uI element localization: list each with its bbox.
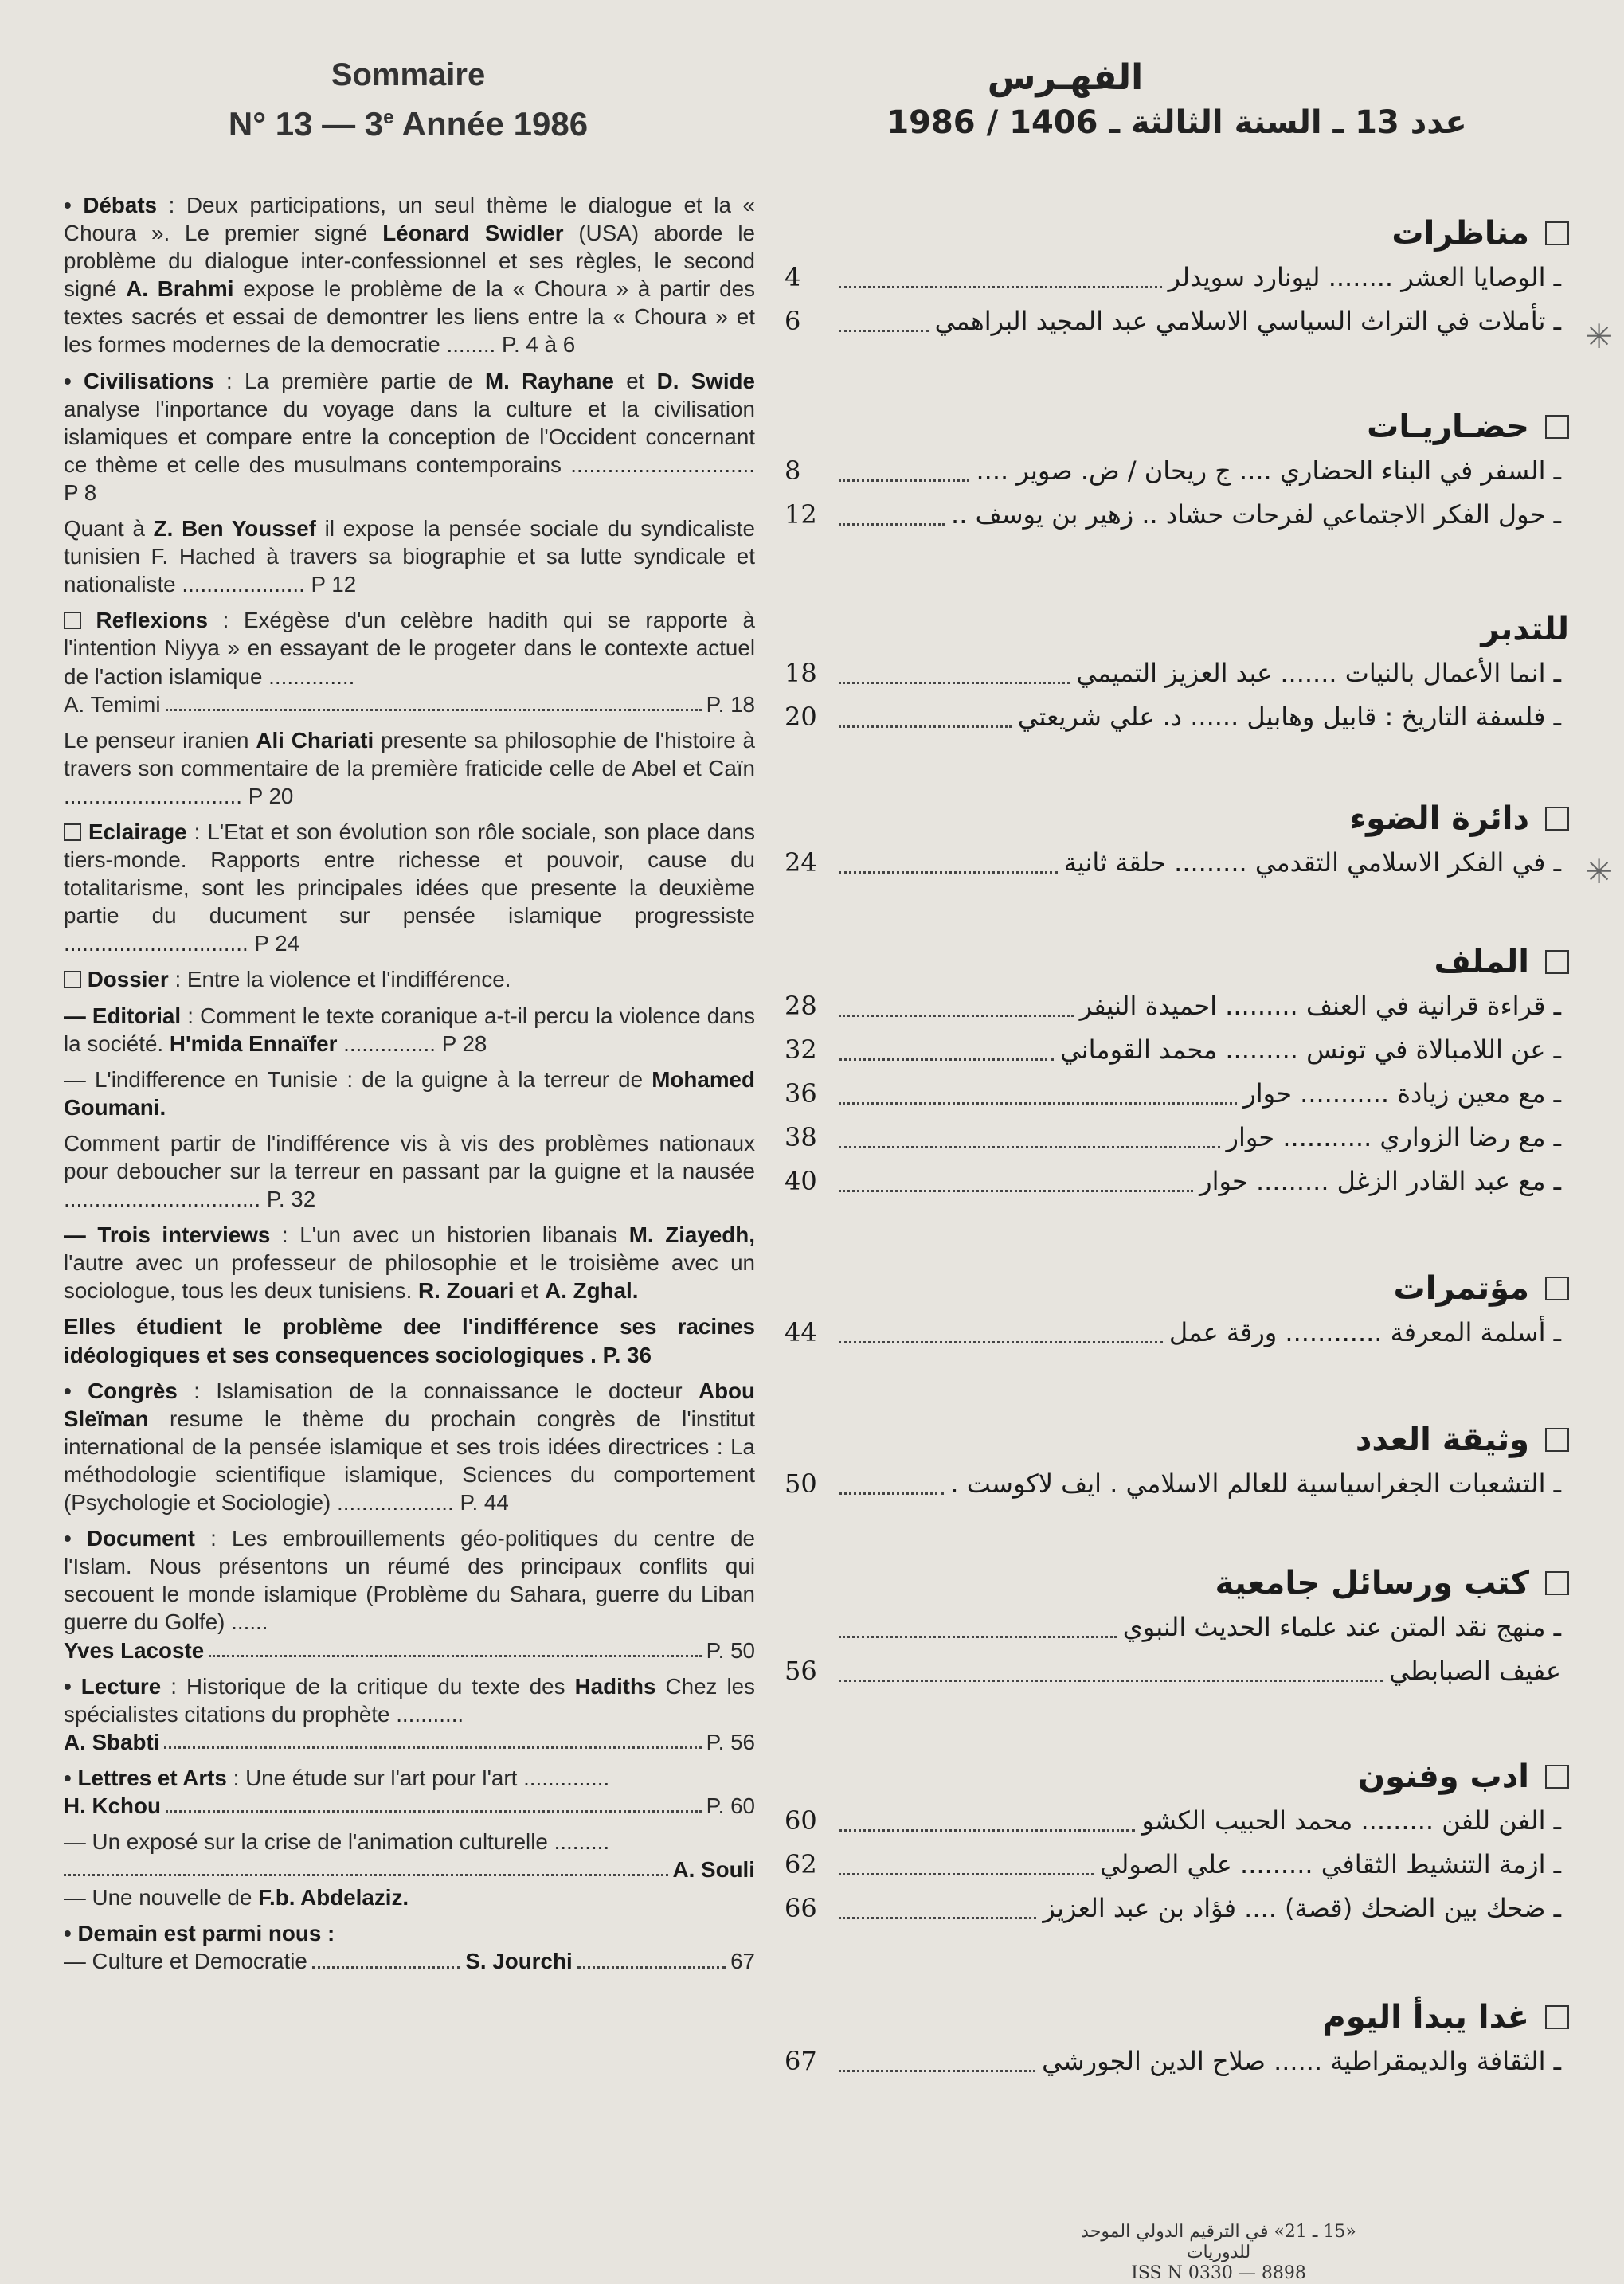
section-adab — [785, 1754, 1569, 1930]
entry-chariati: Le penseur iranien Ali Chariati presente sa philosophie de l'histoire à travers son commentaire de la première fraticide celle de Abel et Caïn ............................. P 20 — [64, 727, 755, 808]
french-summary-column — [56, 56, 761, 1974]
page-ref: P 12 — [311, 572, 357, 597]
toc-row: ـ السفر في البناء الحضاري .... ج ريحان / ض. صوير .... 8 — [785, 456, 1561, 486]
french-title: Sommaire — [331, 57, 486, 92]
entry-lecture: • Lecture : Historique de la critique du texte des Hadiths Chez les spécialistes citations du prophète ........... A. Sbabti P. 56 — [64, 1672, 755, 1756]
toc-row: ـ انما الأعمال بالنيات ....... عبد العزيز التميمي 18 — [785, 658, 1561, 688]
section-title: للتدبر — [1481, 611, 1569, 647]
entry-nouvelle: — Une nouvelle de F.b. Abdelaziz. — [64, 1885, 409, 1911]
toc-row: ـ مع رضا الزواري ........... حوار 38 — [785, 1122, 1561, 1152]
toc-row: ـ ضحك بين الضحك (قصة) .... فؤاد بن عبد العزيز 66 — [785, 1893, 1561, 1923]
toc-row: ـ الثقافة والديمقراطية ...... صلاح الدين الجورشي 67 — [785, 2046, 1561, 2076]
page-ref: P. 60 — [706, 1793, 755, 1818]
arabic-sections — [785, 0, 1569, 2258]
entry-editorial: — Editorial : Comment le texte coranique a-t-il percu la violence dans la société. H'mida Ennaïfer ............... P 28 — [64, 1003, 755, 1056]
page-ref: P. 18 — [706, 691, 755, 717]
toc-row: ـ تأملات في التراث السياسي الاسلامي عبد المجيد البراهمي 6 — [785, 306, 1561, 336]
page-ref: 67 — [730, 1949, 755, 1974]
checkbox-square-icon — [1545, 1428, 1569, 1452]
entry-reflexions: Reflexions : Exégèse d'un celèbre hadith qui se rapporte à l'intention Niyya » en essayant de le progeter dans le contexte actuel de l'action islamique .............. A. Temimi P. 18 — [64, 606, 755, 718]
section-title: حضـاريـات — [785, 405, 1569, 449]
checkbox-square-icon — [64, 612, 81, 629]
section-almalaf — [785, 940, 1569, 1203]
page-ref: P. 4 à 6 — [502, 332, 576, 358]
page-ref: P 20 — [248, 783, 294, 808]
checkbox-square-icon — [1545, 1571, 1569, 1595]
entry-civilisations: • Civilisations : La première partie de M. Rayhane et D. Swide analyse l'inportance du voyage dans la culture et la civilisation islamiques et compare entre la conception de l'Occident concernant ce thème et celle des musulmans contemporains .............................. P 8 — [64, 368, 756, 505]
section-ghadan — [785, 1995, 1569, 2083]
entry-eclairage: Eclairage : L'Etat et son évolution son rôle sociale, son place dans tiers-monde. Rapports entre richesse et pouvoir, cause du totalitarisme, sont les principales idées que presente la deuxième partie du ducument sur pensée islamique progressiste .............................. P 24 — [64, 819, 755, 956]
french-issue-line: N° 13 — 3e Année 1986 — [228, 105, 589, 143]
section-hadarat — [785, 405, 1569, 537]
entry-expose: — Un exposé sur la crise de l'animation culturelle ......... A. Souli — [64, 1829, 755, 1883]
section-daerat-aldaw — [785, 796, 1569, 885]
page-ref: P. 32 — [266, 1187, 316, 1212]
section-title: كتب ورسائل جامعية — [785, 1561, 1569, 1605]
entry-ben-youssef: Quant à Z. Ben Youssef il expose la pensée sociale du syndicaliste tunisien F. Hached à travers sa biographie et sa lutte syndicale et nationaliste .................... P 12 — [64, 516, 755, 597]
checkbox-square-icon — [64, 823, 81, 841]
issn-footer — [1051, 2222, 1386, 2284]
page-ref: P 8 — [64, 479, 97, 505]
entry-document: • Document : Les embrouillements géo-politiques du centre de l'Islam. Nous présentons un réumé des principaux conflits qui secouent le monde islamique (Problème du Sahara, guerre du Liban guerre du Golfe) ...... Yves Lacoste P. 50 — [64, 1524, 755, 1664]
toc-row: ـ التشعبات الجغراسياسية للعالم الاسلامي . ايف لاكوست . 50 — [785, 1469, 1561, 1499]
toc-row: ـ حول الفكر الاجتماعي لفرحات حشاد .. زهير بن يوسف .. 12 — [785, 499, 1561, 530]
checkbox-square-icon — [1545, 950, 1569, 974]
checkbox-square-icon — [1545, 1765, 1569, 1789]
entry-elles-etudient: Elles étudient le problème dee l'indifférence ses racines idéologiques et ses consequences sociologiques . P. 36 — [64, 1314, 755, 1367]
margin-asterisk-icon: ✳ — [1585, 853, 1614, 890]
entry-demain: • Demain est parmi nous : — Culture et Democratie S. Jourchi 67 — [64, 1919, 755, 1975]
french-entries — [64, 191, 755, 1976]
section-title: مؤتمرات — [785, 1266, 1569, 1311]
checkbox-square-icon — [1545, 415, 1569, 439]
toc-row: ـ فلسفة التاريخ : قابيل وهابيل ...... د. علي شريعتي 20 — [785, 702, 1561, 732]
page-ref: P 28 — [441, 1031, 487, 1056]
toc-row: ـ قراءة قرانية في العنف ......... احميدة النيفر 28 — [785, 991, 1561, 1021]
section-title: ادب وفنون — [785, 1754, 1569, 1799]
page-ref: P. 36 — [602, 1342, 652, 1367]
checkbox-square-icon — [1545, 1277, 1569, 1300]
issn-arabic-line: «15 ـ 21» في الترقيم الدولي الموحد للدوريات — [1081, 2222, 1356, 2262]
arabic-issue-line: عدد 13 ـ السنة الثالثة ـ 1406 / 1986 — [886, 104, 1467, 141]
section-wathiqa — [785, 1418, 1569, 1506]
checkbox-square-icon — [1545, 807, 1569, 831]
section-title: وثيقة العدد — [785, 1418, 1569, 1462]
page-ref: P. 56 — [706, 1729, 755, 1754]
section-title: دائرة الضوء — [785, 796, 1569, 841]
toc-row: ـ أسلمة المعرفة ............ ورقة عمل 44 — [785, 1317, 1561, 1347]
toc-row: ـ الفن للفن ......... محمد الحبيب الكشو 60 — [785, 1805, 1561, 1836]
toc-row: ـ ازمة التنشيط الثقافي ......... علي الصولي 62 — [785, 1849, 1561, 1879]
margin-asterisk-icon: ✳ — [1585, 318, 1614, 355]
entry-trois-interviews: — Trois interviews : L'un avec un historien libanais M. Ziayedh, l'autre avec un professeur de philosophie et le troisième avec un sociologue, tous les deux tunisiens. R. Zouari et A. Zghal. — [64, 1222, 755, 1304]
entry-dossier: Dossier : Entre la violence et l'indifférence. — [64, 965, 755, 993]
entry-congres: • Congrès : Islamisation de la connaissance le docteur Abou Sleïman resume le thème du prochain congrès de l'institut international de la pensée islamique et ses trois idées directrices : La méthodologie scientifique islamique, Sciences du comportement (Psychologie et Sociologie) ................... P. 44 — [64, 1378, 756, 1515]
section-title: غدا يبدأ اليوم — [785, 1995, 1569, 2040]
checkbox-square-icon — [1545, 2005, 1569, 2029]
toc-row: ـ الوصايا العشر ........ ليونارد سويدلر 4 — [785, 262, 1561, 292]
checkbox-square-icon — [64, 971, 81, 988]
toc-row: ـ منهج نقد المتن عند علماء الحديث النبوي — [785, 1605, 1569, 1649]
toc-row: ـ مع عبد القادر الزغل ......... حوار 40 — [785, 1166, 1561, 1196]
arabic-title: الفهـرس — [987, 57, 1144, 98]
page-ref: P. 44 — [460, 1490, 509, 1515]
entry-debats: • Débats : Deux participations, un seul thème le dialogue et la « Choura ». Le premier signé Léonard Swidler (USA) aborde le problème du dialogue inter-confessionnel et ses règles, le second signé A. Brahmi expose le problème de la « Choura » à partir des textes sacrés et essai de demontrer les liens entre la « Choura » et les formes modernes de la democratie ........ P. 4 à 6 — [64, 193, 755, 358]
entry-indifference: — L'indifference en Tunisie : de la guigne à la terreur de Mohamed Goumani. — [64, 1066, 755, 1120]
entry-comment-partir: Comment partir de l'indifférence vis à vis des problèmes nationaux pour deboucher sur la terreur en passant par la guigne et la nausée ................................ P. 32 — [64, 1130, 755, 1212]
section-tadabbur — [785, 607, 1569, 739]
issn-number: ISS N 0330 — 8898 — [1131, 2263, 1306, 2283]
toc-row: ـ عن اللامبالاة في تونس ......... محمد القوماني 32 — [785, 1034, 1561, 1065]
toc-row: عفيف الصبابطي 56 — [785, 1656, 1561, 1686]
section-kutub — [785, 1561, 1569, 1693]
checkbox-square-icon — [1545, 221, 1569, 245]
page-ref: P 24 — [254, 931, 300, 956]
section-monadharat — [785, 211, 1569, 343]
section-moutamarat — [785, 1266, 1569, 1355]
french-header — [56, 56, 761, 145]
toc-row: ـ مع معين زيادة ........... حوار 36 — [785, 1078, 1561, 1109]
page-ref: P. 50 — [706, 1637, 755, 1663]
toc-row: ـ في الفكر الاسلامي التقدمي ......... حلقة ثانية 24 — [785, 847, 1561, 878]
section-title: مناظرات — [785, 211, 1569, 256]
section-title: الملف — [785, 940, 1569, 984]
entry-lettres-arts: • Lettres et Arts : Une étude sur l'art pour l'art .............. H. Kchou P. 60 — [64, 1764, 755, 1820]
